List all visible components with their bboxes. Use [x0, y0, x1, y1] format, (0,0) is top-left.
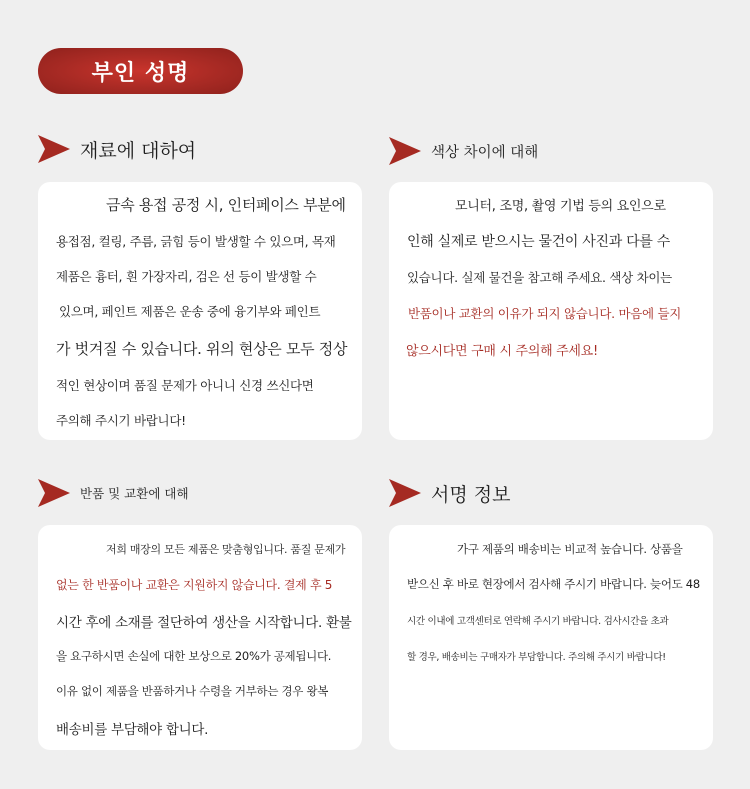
card-text-line: 할 경우, 배송비는 구매자가 부담합니다. 주의해 주시기 바랍니다! — [407, 652, 666, 663]
page-title: 부인 성명 — [91, 60, 190, 86]
card-text-line: 모니터, 조명, 촬영 기법 등의 요인으로 — [455, 199, 666, 214]
section-title: 서명 정보 — [431, 483, 511, 506]
section-heading-returns — [38, 479, 189, 507]
card-material — [38, 182, 362, 440]
card-text-line: 적인 현상이며 품질 문제가 아니니 신경 쓰신다면 — [56, 378, 314, 393]
card-text-line: 가구 제품의 배송비는 비교적 높습니다. 상품을 — [457, 542, 683, 556]
card-text-line: 시간 후에 소재를 절단하여 생산을 시작합니다. 환불 — [56, 615, 352, 631]
card-text-line-highlight: 않으시다면 구매 시 주의해 주세요! — [406, 344, 598, 359]
section-heading-signing — [389, 479, 510, 507]
section-title: 색상 차이에 대해 — [431, 144, 539, 161]
card-text-line: 을 요구하시면 손실에 대한 보상으로 20%가 공제됩니다. — [56, 649, 332, 663]
section-heading-color — [389, 137, 538, 165]
card-text-line: 가 벗겨질 수 있습니다. 위의 현상은 모두 정상 — [56, 340, 348, 358]
card-text-line: 받으신 후 바로 현장에서 검사해 주시기 바랍니다. 늦어도 48 — [407, 577, 700, 591]
card-text-line-highlight: 반품이나 교환의 이유가 되지 않습니다. 마음에 들지 — [408, 306, 681, 321]
card-text-line: 주의해 주시기 바랍니다! — [56, 413, 186, 428]
card-text-line: 제품은 흉터, 흰 가장자리, 검은 선 등이 발생할 수 — [56, 269, 317, 284]
card-text-line: 금속 용접 공정 시, 인터페이스 부분에 — [106, 196, 346, 214]
flag-arrow-icon — [389, 479, 421, 507]
card-text-line: 저희 매장의 모든 제품은 맞춤형입니다. 품질 문제가 — [106, 543, 346, 556]
card-signing-info — [389, 525, 713, 750]
card-text-line: 배송비를 부담해야 합니다. — [56, 722, 209, 738]
card-text-line: 있습니다. 실제 물건을 참고해 주세요. 색상 차이는 — [407, 270, 672, 285]
card-text-line: 인해 실제로 받으시는 물건이 사진과 다를 수 — [407, 234, 670, 250]
card-color-difference — [389, 182, 713, 440]
card-returns — [38, 525, 362, 750]
flag-arrow-icon — [38, 135, 70, 163]
section-title: 반품 및 교환에 대해 — [80, 486, 189, 501]
section-title: 재료에 대하여 — [80, 139, 197, 162]
card-text-line: 용접점, 컬링, 주름, 긁힘 등이 발생할 수 있으며, 목재 — [56, 234, 336, 249]
flag-arrow-icon — [389, 137, 421, 165]
flag-arrow-icon — [38, 479, 70, 507]
title-badge — [38, 48, 243, 94]
card-text-line: 시간 이내에 고객센터로 연락해 주시기 바랍니다. 검사시간을 초과 — [407, 616, 669, 627]
card-text-line-highlight: 없는 한 반품이나 교환은 지원하지 않습니다. 결제 후 5 — [56, 578, 333, 592]
card-text-line: 있으며, 페인트 제품은 운송 중에 융기부와 페인트 — [59, 304, 321, 319]
section-heading-material — [38, 135, 196, 163]
card-text-line: 이유 없이 제품을 반품하거나 수령을 거부하는 경우 왕복 — [56, 684, 329, 698]
